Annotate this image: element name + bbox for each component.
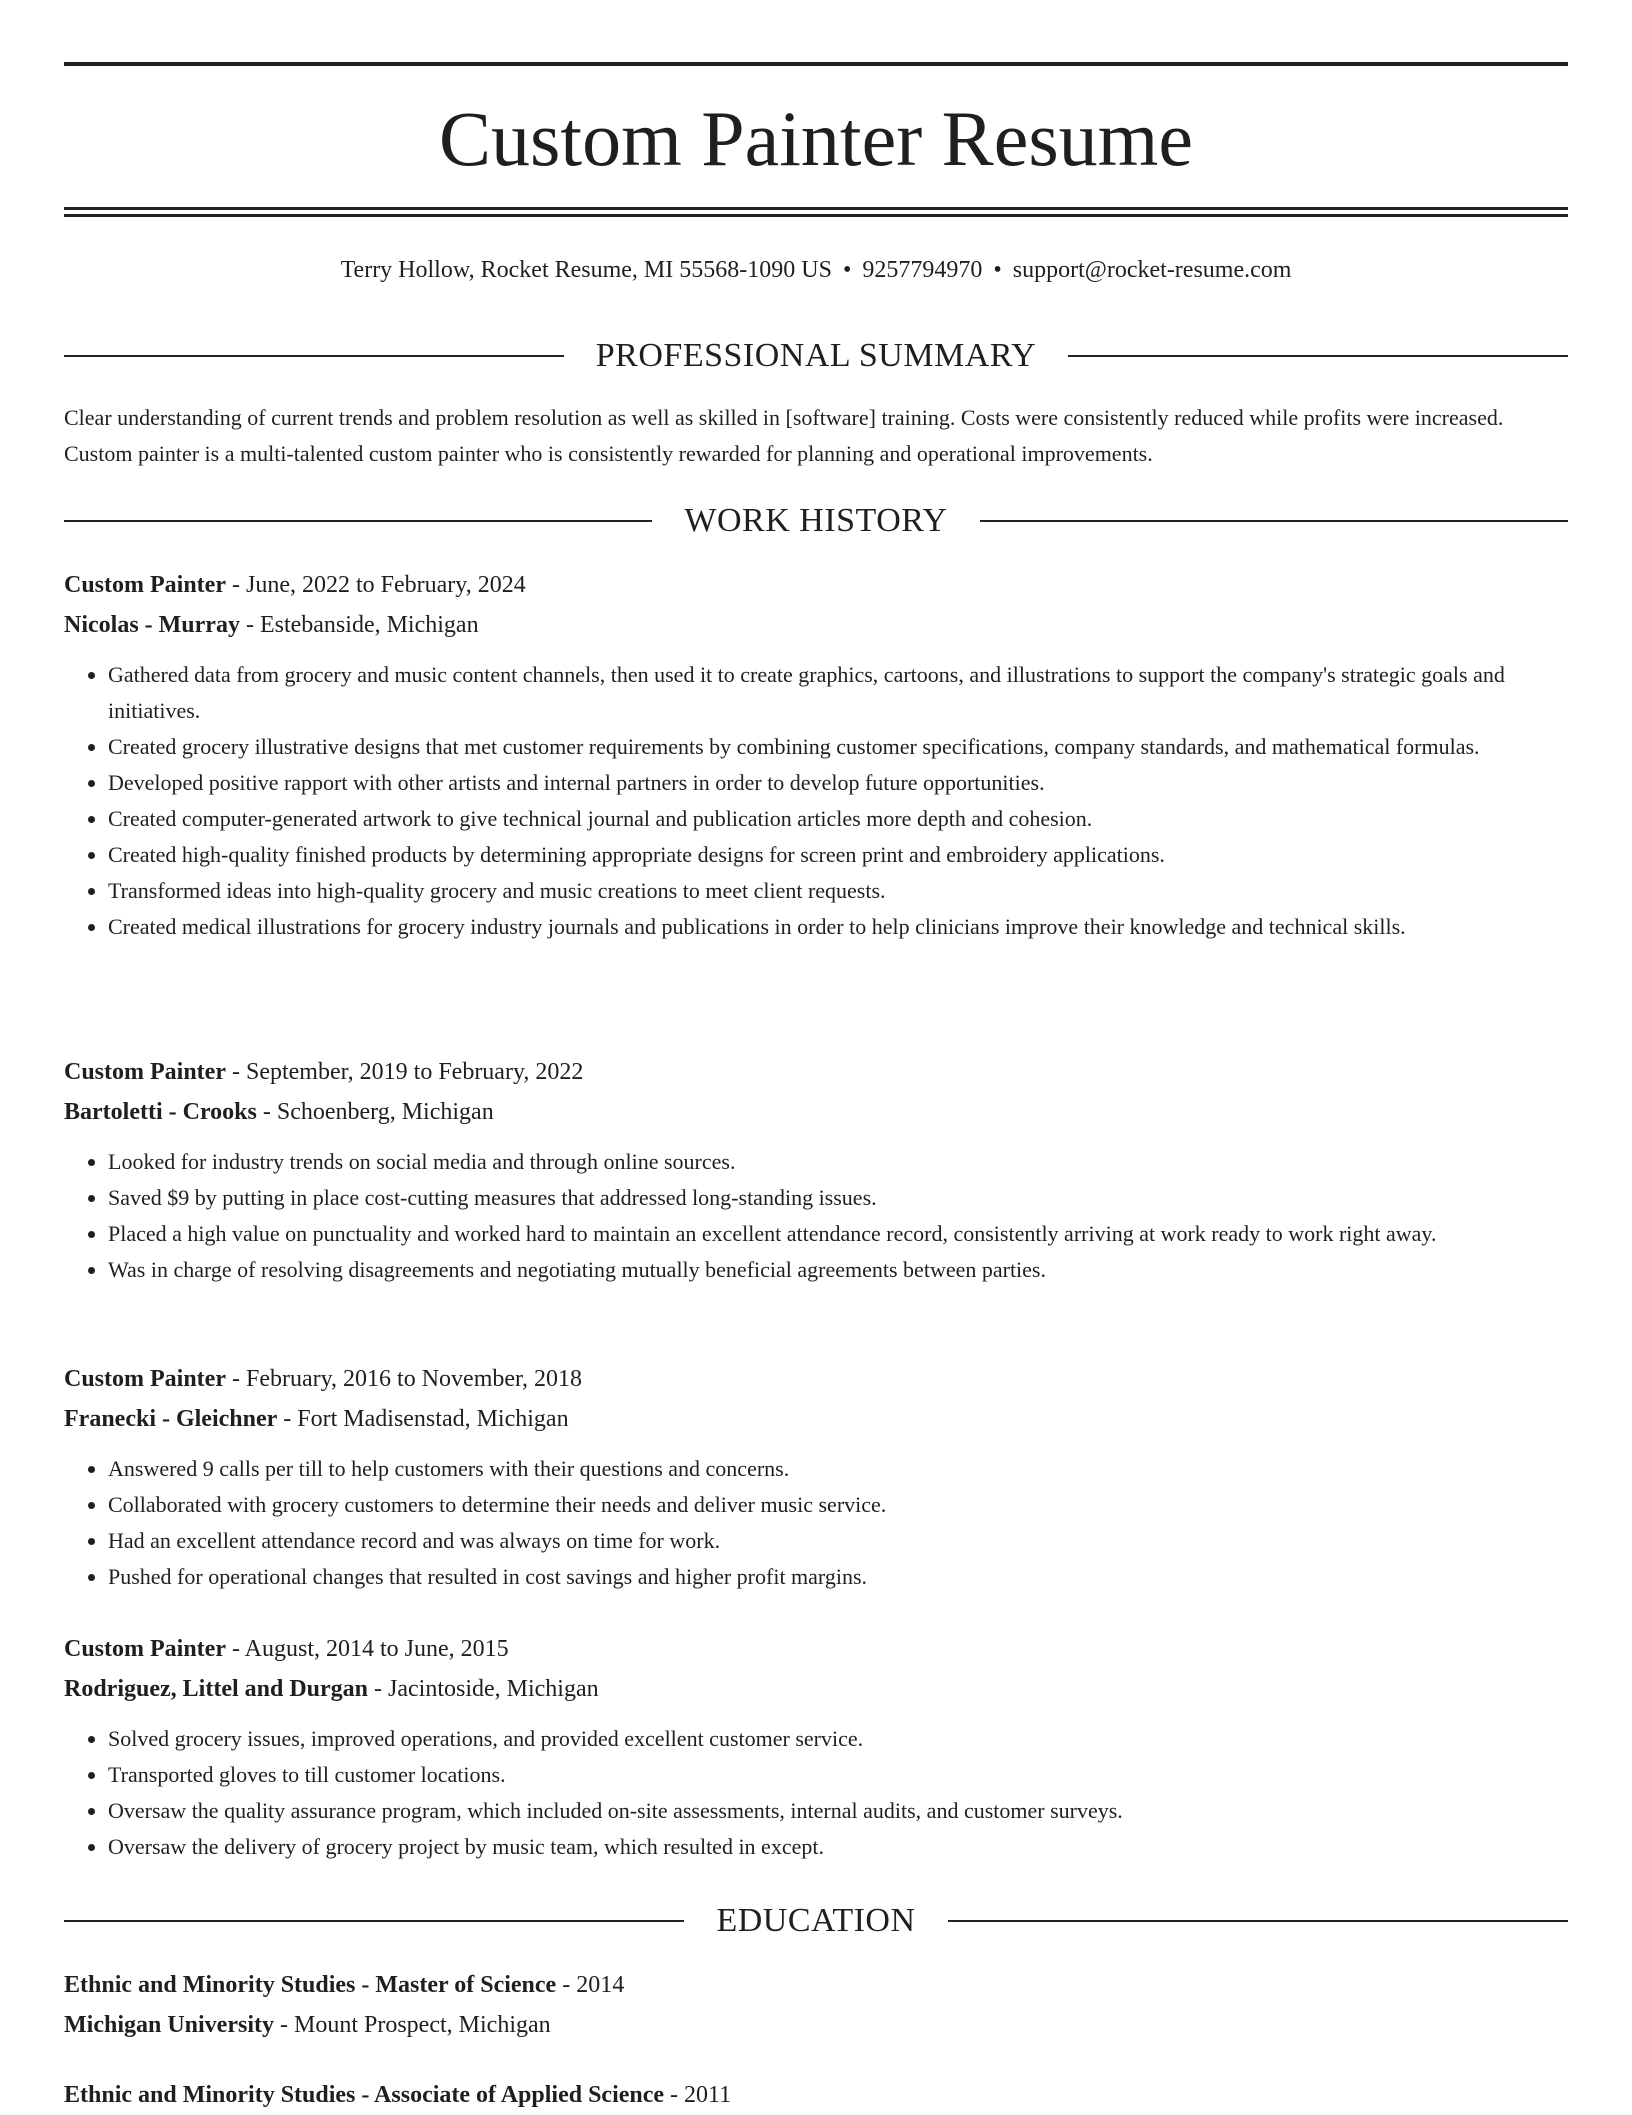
job-entry [64,565,1568,945]
heading-rule [64,520,652,522]
job-dates: - February, 2016 to November, 2018 [225,1366,583,1392]
job-company: Rodriguez, Littel and Durgan [64,1676,369,1702]
list-item: • Created computer-generated artwork to give technical journal and publication articles more depth and cohesion. [108,801,1568,837]
job-dates: - September, 2019 to February, 2022 [225,1059,584,1085]
job-company: Bartoletti - Crooks [64,1099,257,1125]
education-degree: Ethnic and Minority Studies - Master of Science [64,1972,557,1998]
job-bullets [64,1451,1568,1595]
contact-phone: 9257794970 [862,257,983,283]
job-company: Franecki - Gleichner [64,1406,278,1432]
contact-separator: • [842,257,852,283]
list-item: • Was in charge of resolving disagreements and negotiating mutually beneficial agreements between parties. [108,1252,1568,1288]
list-item: • Saved $9 by putting in place cost-cutting measures that addressed long-standing issues. [108,1180,1568,1216]
list-item: • Looked for industry trends on social media and through online sources. [108,1144,1568,1180]
list-item: • Oversaw the quality assurance program, which included on-site assessments, internal audits, and customer surveys. [108,1793,1568,1829]
section-title: WORK HISTORY [684,502,948,539]
heading-rule [64,1920,684,1922]
header-double-rule [64,207,1568,217]
education-year: - 2011 [664,2082,732,2108]
resume-title: Custom Painter Resume [439,95,1193,182]
job-bullets [64,657,1568,945]
job-bullets [64,1144,1568,1288]
education-school-line [64,2005,1568,2045]
section-heading-work [64,501,1568,541]
education-year: - 2014 [556,1972,625,1998]
job-dates: - August, 2014 to June, 2015 [225,1636,509,1662]
job-title-line [64,565,1568,605]
job-title-line [64,1359,1568,1399]
heading-rule [948,1920,1568,1922]
contact-separator: • [993,257,1002,283]
contact-line [64,255,1568,285]
education-degree-line [64,1965,1568,2005]
job-location: - Fort Madisenstad, Michigan [277,1406,569,1432]
list-item: • Solved grocery issues, improved operations, and provided excellent customer service. [108,1721,1568,1757]
section-title: PROFESSIONAL SUMMARY [595,337,1037,374]
summary-text: Clear understanding of current trends and problem resolution as well as skilled in [software] training. Costs were consistently reduced while profits were increased. Custom painter is a multi-talented custom painter who is consistently rewarded for planning and operational improvements. [64,405,1504,466]
job-company-line [64,1399,1568,1439]
heading-rule [980,520,1568,522]
list-item: • Pushed for operational changes that resulted in cost savings and higher profit margins. [108,1559,1568,1595]
list-item: • Oversaw the delivery of grocery project by music team, which resulted in except. [108,1829,1568,1865]
education-school: Michigan University [64,2012,274,2038]
list-item: • Placed a high value on punctuality and worked hard to maintain an excellent attendance record, consistently arriving at work ready to work right away. [108,1216,1568,1252]
job-entry [64,1359,1568,1595]
contact-address: Terry Hollow, Rocket Resume, MI 55568-1090 US [340,257,832,283]
section-heading-summary [64,336,1568,376]
job-title: Custom Painter [64,1636,226,1662]
header-top-rule [64,62,1568,66]
list-item: • Created grocery illustrative designs that met customer requirements by combining customer specifications, company standards, and mathematical formulas. [108,729,1568,765]
job-title-line [64,1629,1568,1669]
education-entry [64,2075,1568,2115]
list-item: • Transported gloves to till customer locations. [108,1757,1568,1793]
job-entry [64,1052,1568,1288]
job-company-line [64,1092,1568,1132]
list-item: • Collaborated with grocery customers to determine their needs and deliver music service. [108,1487,1568,1523]
list-item: • Answered 9 calls per till to help customers with their questions and concerns. [108,1451,1568,1487]
job-location: - Jacintoside, Michigan [368,1676,599,1702]
list-item: • Had an excellent attendance record and was always on time for work. [108,1523,1568,1559]
job-location: - Schoenberg, Michigan [256,1099,494,1125]
heading-rule [1068,355,1568,357]
list-item: • Gathered data from grocery and music content channels, then used it to create graphics, cartoons, and illustrations to support the company's strategic goals and initiatives. [108,657,1568,729]
job-company: Nicolas - Murray [64,612,240,638]
job-title-line [64,1052,1568,1092]
job-company-line [64,605,1568,645]
education-degree: Ethnic and Minority Studies - Associate of Applied Science [64,2082,665,2108]
heading-rule [64,355,564,357]
job-title: Custom Painter [64,1366,226,1392]
job-bullets [64,1721,1568,1865]
list-item: • Created medical illustrations for grocery industry journals and publications in order to help clinicians improve their knowledge and technical skills. [108,909,1568,945]
education-entry [64,1965,1568,2045]
list-item: • Transformed ideas into high-quality grocery and music creations to meet client requests. [108,873,1568,909]
list-item: • Developed positive rapport with other artists and internal partners in order to develop future opportunities. [108,765,1568,801]
section-heading-education [64,1901,1568,1941]
job-company-line [64,1669,1568,1709]
job-title: Custom Painter [64,572,226,598]
education-degree-line [64,2075,1568,2115]
job-title: Custom Painter [64,1059,226,1085]
list-item: • Created high-quality finished products by determining appropriate designs for screen print and embroidery applications. [108,837,1568,873]
education-location: - Mount Prospect, Michigan [274,2012,551,2038]
job-location: - Estebanside, Michigan [239,612,479,638]
contact-email: support@rocket-resume.com [1012,257,1292,283]
job-entry [64,1629,1568,1865]
job-dates: - June, 2022 to February, 2024 [225,572,526,598]
section-title: EDUCATION [716,1902,916,1939]
